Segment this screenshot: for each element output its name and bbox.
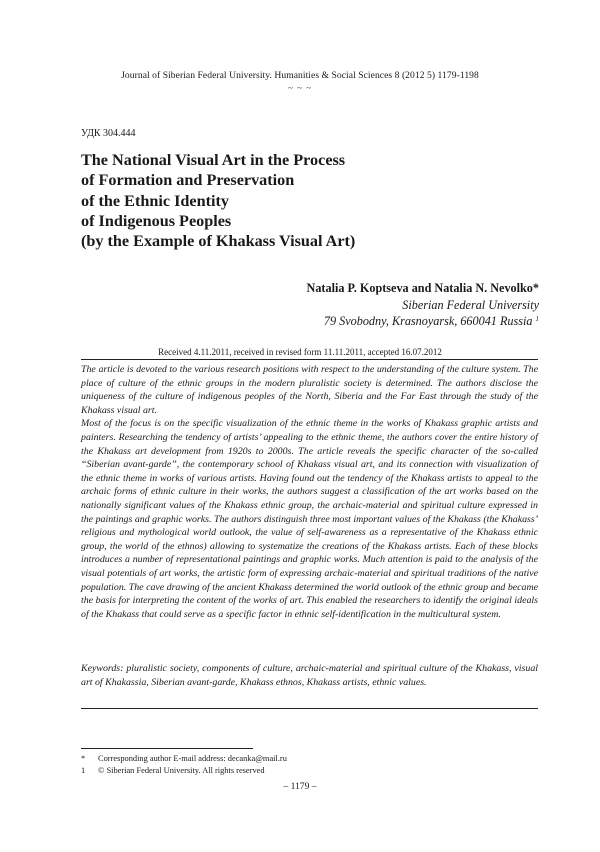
title-line: of the Ethnic Identity <box>81 191 229 210</box>
address-footnote-mark: 1 <box>535 315 539 323</box>
footnote-corresponding <box>81 753 287 764</box>
abstract-paragraph: Most of the focus is on the specific visualization of the ethnic theme in the works of Khakass graphic artists and painters. Researching the tendency of artists’ appealing to the ethnic theme, the authors cover the entire history of the Khakass art development from 1920s to 2000s. The article reveals the specific character of the so-called “Siberian avant-garde”, the contemporary school of Khakass visual art, and its connection with visualization of the ethnic theme in works of various artists. Having found out the tendency of the Khakass artists to appeal to the archaic forms of ethnic culture in their works, the authors suggest a classification of the art works based on the nationally significant values of the Khakass ethnic group, the archaic-material and spiritual culture expressed in the paintings and graphic works. The authors distinguish three most important values of the Khakass (the Khakass’ religious and mythological world outlook, the value of self-awareness as a representative of the Khakass ethnic group, the world of the ethnos) allowing to systematize the creations of the Khakass artists. Each of these blocks introduces a number of representational paintings and graphic works. Much attention is paid to the analysis of the visual potentials of art works, the artistic form of expressing archaic-material and spiritual traditions of the native population. The cave drawing of the ancient Khakass determined the world outlook of the ethnic group and became the basis for interpreting the content of the works of art. This enabled the researchers to identify the original ideals of the Khakass that could serve as a specific factor in ethnic self-identification in the multicultural system. <box>81 418 538 620</box>
abstract-top-rule <box>81 359 538 360</box>
page-number: – 1179 – <box>283 781 317 792</box>
author-address-line <box>307 313 539 330</box>
abstract <box>81 363 538 621</box>
footnote-text: Corresponding author E-mail address: decanka@mail.ru <box>98 754 287 763</box>
title-line: of Formation and Preservation <box>81 171 295 190</box>
title-line: The National Visual Art in the Process <box>81 151 346 169</box>
footnote-copyright <box>81 765 265 776</box>
footnote-text: © Siberian Federal University. All rights reserved <box>98 766 265 775</box>
author-names: Natalia P. Koptseva and Natalia N. Nevolko* <box>306 281 539 295</box>
article-title <box>81 150 541 251</box>
title-line: of Indigenous Peoples <box>81 211 232 230</box>
header-ornament: ~ ~ ~ <box>287 83 313 93</box>
footnote-mark: 1 <box>81 766 86 775</box>
footnote-mark: * <box>81 754 86 763</box>
abstract-paragraph: The article is devoted to the various research positions with respect to the understanding of the culture system. The place of culture of the ethnic groups in the modern pluralistic society is determined. The authors disclose the uniqueness of the culture of indigenous peoples of the North, Siberia and the Far East through the study of the Khakass visual art. <box>81 364 538 416</box>
abstract-bottom-rule <box>81 708 538 709</box>
keywords: Keywords: pluralistic society, components of culture, archaic-material and spiritual culture of the Khakass, visual art of Khakassia, Siberian avant-garde, Khakass ethnos, Khakass artists, ethnic values. <box>81 663 538 688</box>
udk-code: УДК 304.444 <box>81 128 136 139</box>
title-line: (by the Example of Khakass Visual Art) <box>81 232 356 251</box>
journal-header: Journal of Siberian Federal University. Humanities & Social Sciences 8 (2012 5) 1179-1198 <box>121 70 479 81</box>
author-block <box>307 280 539 330</box>
author-affiliation: Siberian Federal University <box>402 297 539 312</box>
footnote-rule <box>81 748 253 749</box>
author-address: 79 Svobodny, Krasnoyarsk, 660041 Russia <box>323 314 533 328</box>
received-dates: Received 4.11.2011, received in revised form 11.11.2011, accepted 16.07.2012 <box>158 347 442 357</box>
